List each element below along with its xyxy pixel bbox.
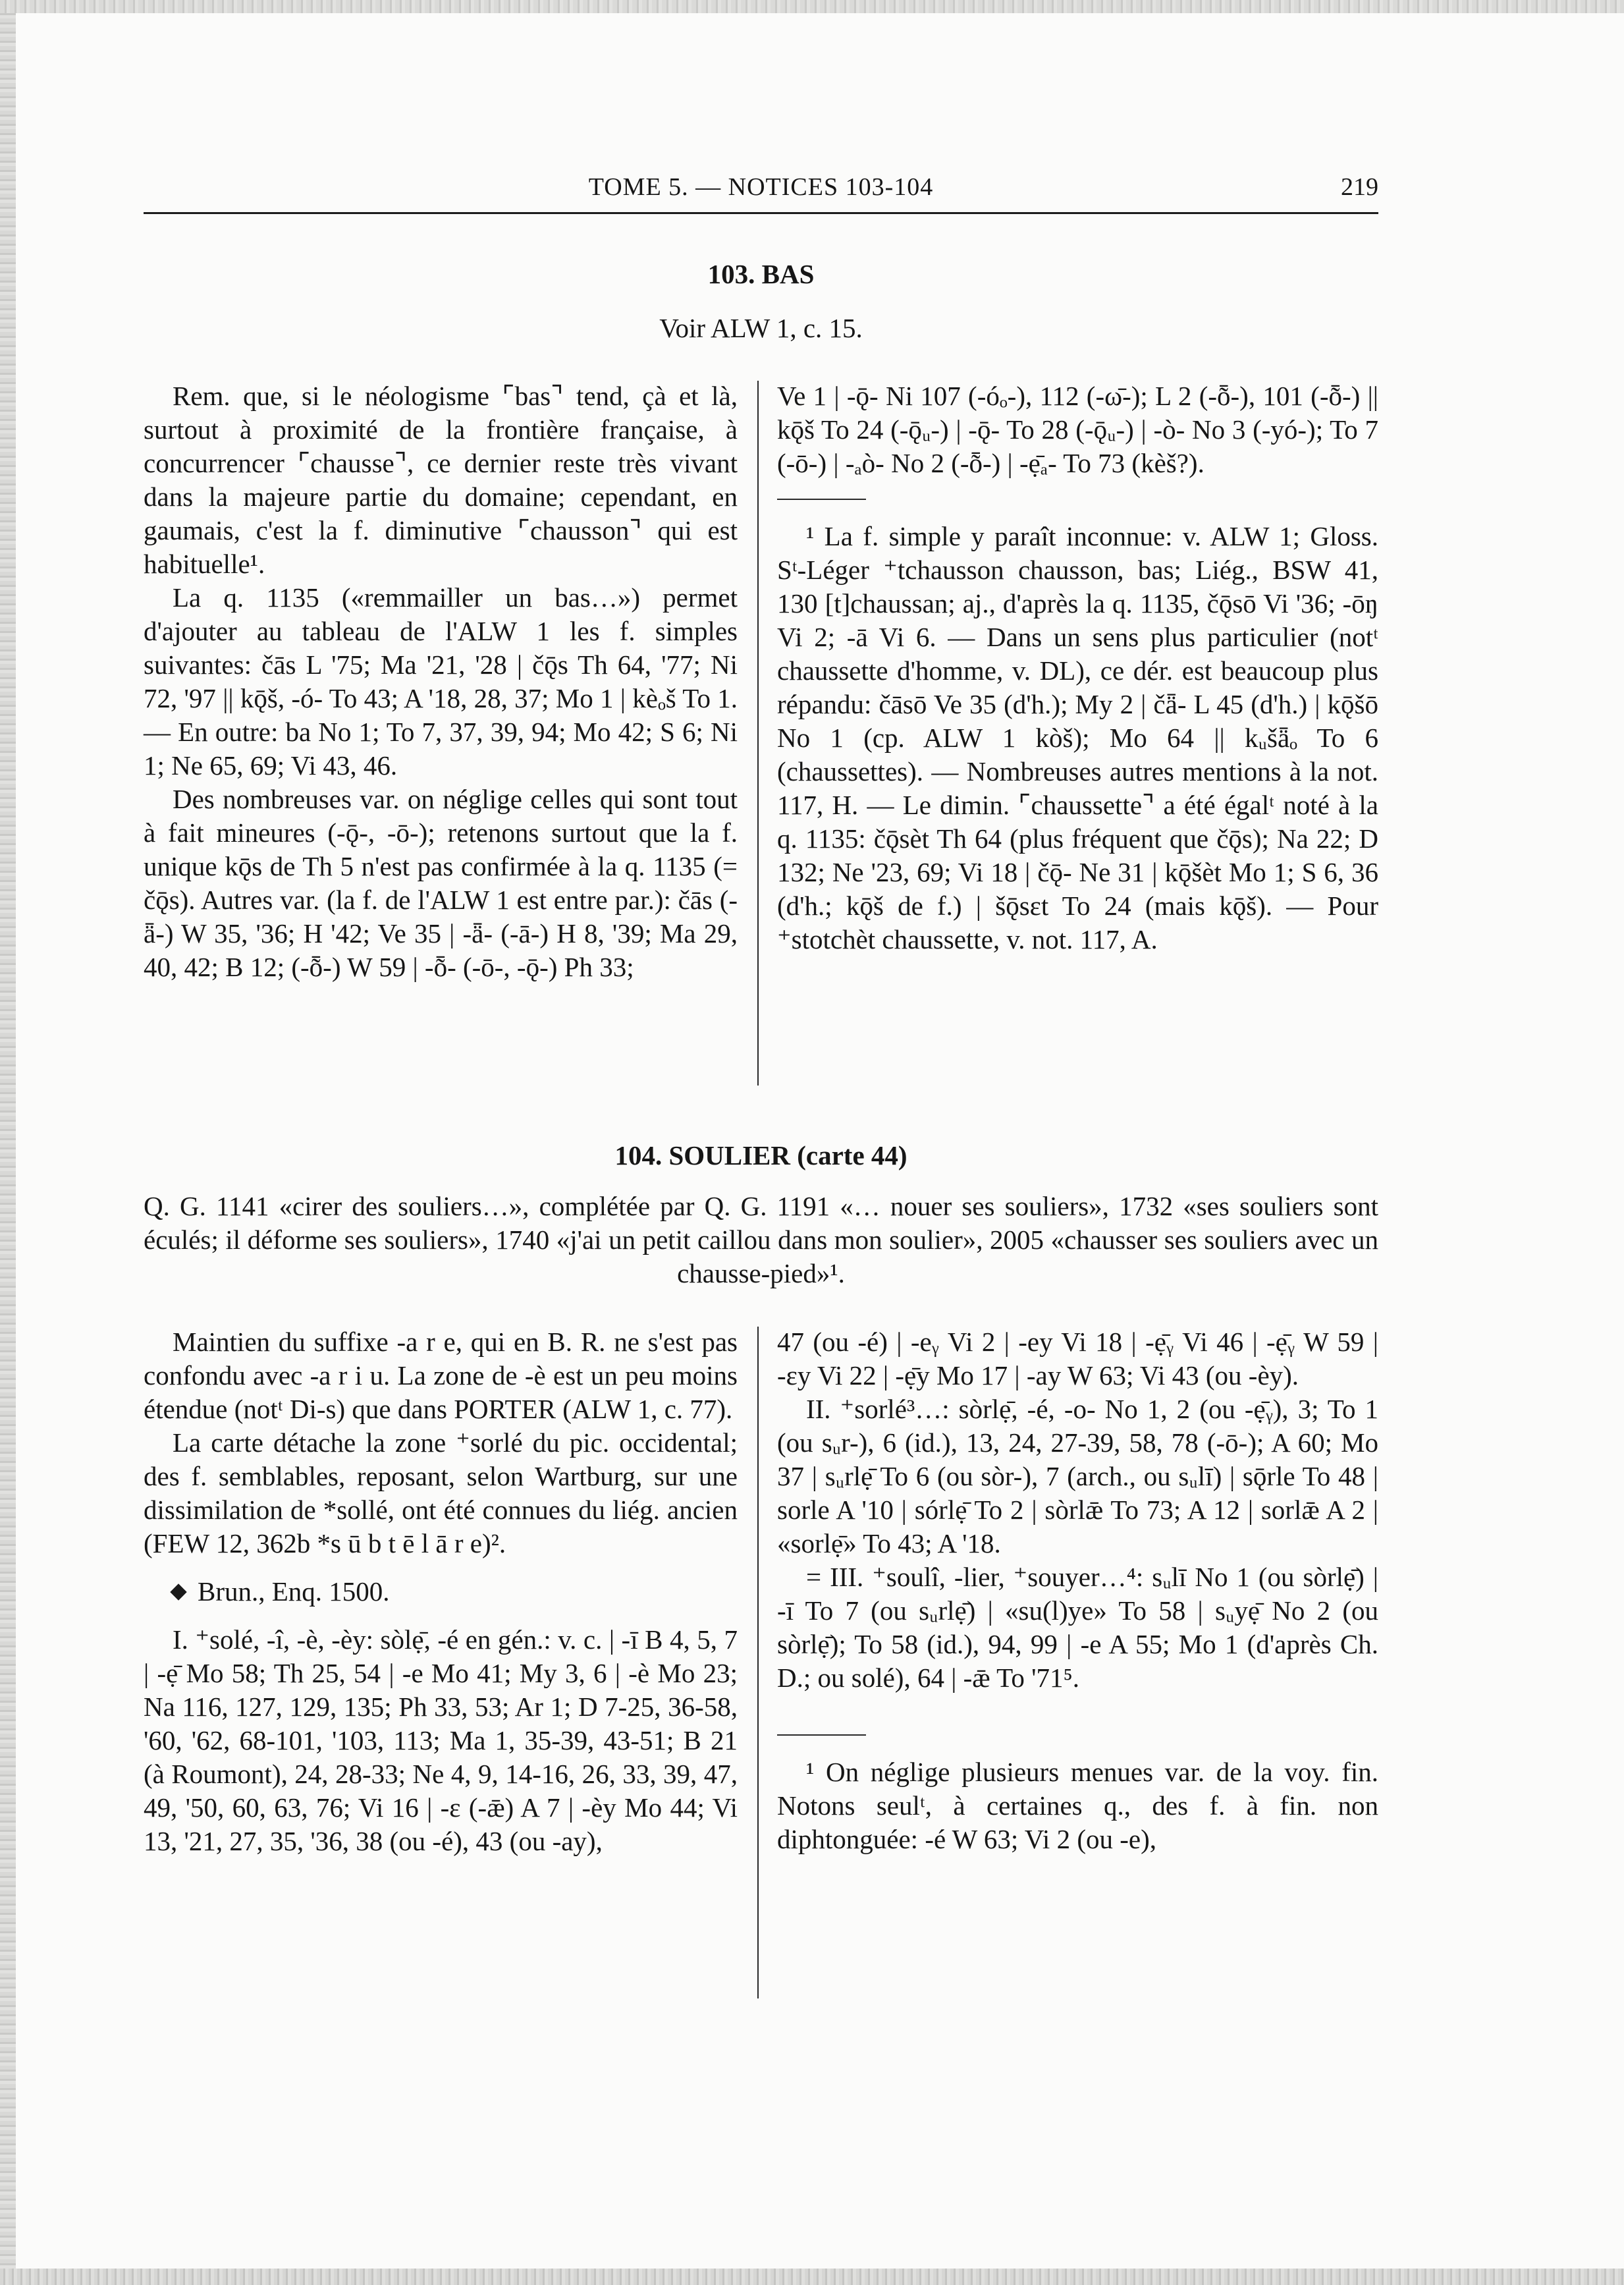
entry-103-left-column xyxy=(144,379,738,984)
entry-104-paragraph: = III. ⁺soulî, -lier, ⁺souyer…⁴: sᵤlī No 1 (ou sòrlẹ̄) | -ī To 7 (ou sᵤrlẹ̄) | «su(l)ye» To 58 | sᵤyẹ̄ No 2 (ou sòrlẹ̄); To 58 (id.), 94, 99 | -e A 55; Mo 1 (d'après Ch. D.; ou solé), 64 | -ǣ To '71⁵. xyxy=(777,1562,1378,1693)
diamond-bullet-icon xyxy=(170,1583,186,1600)
footnote-rule xyxy=(777,1734,866,1736)
entry-103-right-column xyxy=(777,379,1378,956)
entry-104-left-column xyxy=(144,1325,738,1858)
running-header xyxy=(144,173,1378,206)
page-number: 219 xyxy=(1341,173,1378,201)
entry-104-paragraph: La carte détache la zone ⁺sorlé du pic. occidental; des f. semblables, reposant, selon Wartburg, sur une dissimilation de *sollé, ont été connues du liég. ancien (FEW 12, 362b *s ū b t ē l ā r e)². xyxy=(144,1427,738,1558)
entry-104-intro: Q. G. 1141 «cirer des souliers…», complétée par Q. G. 1191 «… nouer ses souliers», 1732 «ses souliers sont éculés; il déforme ses souliers», 1740 «j'ai un petit caillou dans mon soulier», 2005 «chausser ses souliers avec un chausse-pied»¹. xyxy=(144,1191,1378,1288)
entry-103-footnote: ¹ La f. simple y paraît inconnue: v. ALW 1; Gloss. Sᵗ-Léger ⁺tchausson chausson, bas; Liég., BSW 41, 130 [t]chaussan; aj., d'après la q. 1135, čǭsō Vi '36; -ōŋ Vi 2; -ā Vi 6. — Dans un sens plus particulier (notᵗ chaussette d'homme, v. DL), ce dér. est beaucoup plus répandu: čāsō Ve 35 (d'h.); My 2 | čǟ- L 45 (d'h.) | kǭšō No 1 (cp. ALW 1 kòš); Mo 64 || kᵤšǟₒ To 6 (chaussettes). — Nombreuses autres mentions à la not. 117, H. — Le dimin. ⌜chaussette⌝ a été égalᵗ noté à la q. 1135: čǭsèt Th 64 (plus fréquent que čǭs); Na 22; D 132; Ne '23, 69; Vi 18 | čǭ- Ne 31 | kǭšèt Mo 1; S 6, 36 (d'h.; kǭš de f.) | šǭsɛt To 24 (mais kǭš). — Pour ⁺stotchèt chaussette, v. not. 117, A. xyxy=(777,521,1378,954)
column-divider xyxy=(757,1327,759,1998)
entry-104-right-column xyxy=(777,1325,1378,1856)
brun-reference xyxy=(144,1575,738,1609)
column-divider xyxy=(757,381,759,1086)
scan-border-top xyxy=(0,0,1624,13)
entry-103-paragraph: La q. 1135 («remmailler un bas…») permet d'ajouter au tableau de l'ALW 1 les f. simples suivantes: čās L '75; Ma '21, '28 | čǭs Th 64, '77; Ni 72, '97 || kǭš, -ó- To 43; A '18, 28, 37; Mo 1 | kèₒš To 1. — En outre: ba No 1; To 7, 37, 39, 94; Mo 42; S 6; Ni 1; Ne 65, 69; Vi 43, 46. xyxy=(144,582,738,781)
scan-border-left xyxy=(0,0,16,2285)
scan-border-bottom xyxy=(0,2269,1624,2285)
entry-104-title: 104. SOULIER (carte 44) xyxy=(614,1140,907,1170)
entry-104-footnote: ¹ On néglige plusieurs menues var. de la voy. fin. Notons seulᵗ, à certaines q., des f. à fin. non diphtonguée: -é W 63; Vi 2 (ou -e), xyxy=(777,1757,1378,1854)
entry-104-paragraph: Maintien du suffixe -a r e, qui en B. R. ne s'est pas confondu avec -a r i u. La zone de -è est un peu moins étendue (notᵗ Di-s) que dans PORTER (ALW 1, c. 77). xyxy=(144,1327,738,1424)
running-title: TOME 5. — NOTICES 103-104 xyxy=(588,173,934,201)
entry-104-paragraph: II. ⁺sorlé³…: sòrlẹ̄, -é, -o- No 1, 2 (ou -ẹ̄ᵧ), 3; To 1 (ou sᵤr-), 6 (id.), 13, 24, 27-39, 58, 78 (-ō-); A 60; Mo 37 | sᵤrlẹ̄ To 6 (ou sòr-), 7 (arch., ou sᵤlī) | sǭrle To 48 | sorle A '10 | sórlẹ̄ To 2 | sòrlǣ To 73; A 12 | sorlǣ A 2 | «sorlẹ̄» To 43; A '18. xyxy=(777,1394,1378,1558)
footnote-rule xyxy=(777,499,866,500)
header-rule xyxy=(144,212,1378,214)
entry-103-see-also: Voir ALW 1, c. 15. xyxy=(659,313,863,343)
entry-104-paragraph: 47 (ou -é) | -eᵧ Vi 2 | -ey Vi 18 | -ẹ̄ᵧ Vi 46 | -ẹ̄ᵧ W 59 | -ɛy Vi 22 | -ẹ̄y Mo 17 | -ay W 63; Vi 43 (ou -èy). xyxy=(777,1327,1378,1390)
entry-103-title: 103. BAS xyxy=(707,259,815,289)
entry-103-paragraph: Ve 1 | -ǭ- Ni 107 (-óₒ-), 112 (-ω̄-); L 2 (-ȭ-), 101 (-ȭ-) || kǭš To 24 (-ǭᵤ-) | -ǭ- To 28 (-ǭᵤ-) | -ò- No 3 (-yó-); To 7 (-ō-) | -ₐò- No 2 (-ȭ-) | -ẹ̄ₐ- To 73 (kèš?). xyxy=(777,381,1378,478)
entry-103-paragraph: Des nombreuses var. on néglige celles qui sont tout à fait mineures (-ǭ-, -ō-); retenons surtout que la f. unique kǭs de Th 5 n'est pas confirmée à la q. 1135 (= čǭs). Autres var. (la f. de l'ALW 1 est entre par.): čās (-ǟ-) W 35, '36; H '42; Ve 35 | -ǟ- (-ā-) H 8, '39; Ma 29, 40, 42; B 12; (-ȭ-) W 59 | -ȭ- (-ō-, -ǭ-) Ph 33; xyxy=(144,784,738,982)
entry-104-paragraph: I. ⁺solé, -î, -è, -èy: sòlẹ̄, -é en gén.: v. c. | -ī B 4, 5, 7 | -ẹ̄ Mo 58; Th 25, 54 | -e Mo 41; My 3, 6 | -è Mo 23; Na 116, 127, 129, 135; Ph 33, 53; Ar 1; D 7-25, 36-58, '60, '62, 68-101, '103, 113; Ma 1, 35-39, 43-51; B 21 (à Roumont), 24, 28-33; Ne 4, 9, 14-16, 26, 33, 39, 47, 49, '50, 60, 63, 76; Vi 16 | -ɛ (-ǣ) A 7 | -èy Mo 44; Vi 13, '21, 27, 35, '36, 38 (ou -é), 43 (ou -ay), xyxy=(144,1624,738,1856)
entry-103-paragraph: Rem. que, si le néologisme ⌜bas⌝ tend, çà et là, surtout à proximité de la frontière française, à concurrencer ⌜chausse⌝, ce dernier reste très vivant dans la majeure partie du domaine; cependant, en gaumais, c'est la f. diminutive ⌜chausson⌝ qui est habituelle¹. xyxy=(144,381,738,579)
brun-reference-text: Brun., Enq. 1500. xyxy=(198,1576,390,1607)
